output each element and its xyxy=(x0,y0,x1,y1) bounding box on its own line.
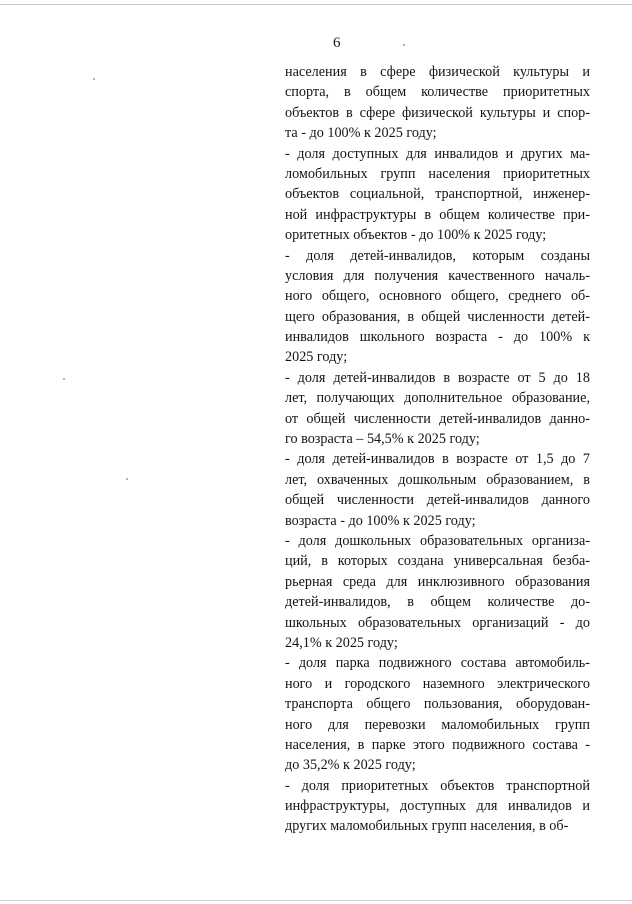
scan-speck xyxy=(126,478,128,480)
text-line: условия для получения качественного началь- xyxy=(285,267,590,284)
scan-speck xyxy=(93,78,95,80)
text-line: объектов социальной, транспортной, инженер- xyxy=(285,186,590,203)
text-line: ций, в которых создана универсальная безба- xyxy=(285,553,590,570)
text-line: до 35,2% к 2025 году; xyxy=(285,757,416,774)
text-line: от общей численности детей-инвалидов данно- xyxy=(285,410,590,427)
text-line: ной инфраструктуры в общем количестве при- xyxy=(285,206,590,223)
text-line: го возраста – 54,5% к 2025 году; xyxy=(285,431,480,448)
text-line: инфраструктуры, доступных для инвалидов и xyxy=(285,798,590,815)
text-line: школьных образовательных организаций - до xyxy=(285,614,590,631)
text-line: ного общего, основного общего, среднего об- xyxy=(285,288,590,305)
text-line: щего образования, в общей численности детей- xyxy=(285,308,590,325)
scan-speck xyxy=(63,378,65,380)
text-line: общей численности детей-инвалидов данного xyxy=(285,492,590,509)
text-line: инвалидов школьного возраста - до 100% к xyxy=(285,329,590,346)
paragraph xyxy=(285,144,590,246)
text-line: - доля детей-инвалидов в возрасте от 1,5 до 7 xyxy=(285,451,590,468)
scan-bottom-edge xyxy=(0,900,632,901)
page-number: 6 xyxy=(333,35,341,51)
text-line: лет, охваченных дошкольным образованием, в xyxy=(285,471,590,488)
text-line: - доля детей-инвалидов, которым созданы xyxy=(285,247,590,264)
text-line: - доля приоритетных объектов транспортной xyxy=(285,777,590,794)
text-line: та - до 100% к 2025 году; xyxy=(285,125,437,142)
text-line: - доля дошкольных образовательных организа- xyxy=(285,532,590,549)
text-line: - доля доступных для инвалидов и других ма- xyxy=(285,145,590,162)
text-line: ного для перевозки маломобильных групп xyxy=(285,716,590,733)
paragraph xyxy=(285,368,590,450)
text-line: населения в сфере физической культуры и xyxy=(285,64,590,80)
text-line: - доля детей-инвалидов в возрасте от 5 до 18 xyxy=(285,369,590,386)
text-line: - доля парка подвижного состава автомобиль- xyxy=(285,655,590,672)
text-line: спорта, в общем количестве приоритетных xyxy=(285,84,590,101)
document-body xyxy=(285,62,590,837)
text-line: транспорта общего пользования, оборудован- xyxy=(285,696,590,713)
paragraph xyxy=(285,449,590,531)
text-line: возраста - до 100% к 2025 году; xyxy=(285,512,476,529)
scan-top-edge xyxy=(0,4,632,5)
scan-speck xyxy=(403,44,405,46)
text-line: объектов в сфере физической культуры и спор- xyxy=(285,104,590,121)
paragraph xyxy=(285,776,590,837)
paragraph xyxy=(285,246,590,368)
text-line: рьерная среда для инклюзивного образования xyxy=(285,573,590,590)
text-line: населения, в парке этого подвижного состава - xyxy=(285,736,590,753)
text-line: 2025 году; xyxy=(285,349,348,366)
text-line: других маломобильных групп населения, в об- xyxy=(285,818,569,835)
paragraph xyxy=(285,531,590,653)
text-line: детей-инвалидов, в общем количестве до- xyxy=(285,594,590,611)
text-line: лет, получающих дополнительное образование, xyxy=(285,390,590,407)
text-line: ного и городского наземного электрического xyxy=(285,675,590,692)
text-line: 24,1% к 2025 году; xyxy=(285,634,398,651)
paragraph xyxy=(285,62,590,144)
text-line: оритетных объектов - до 100% к 2025 году; xyxy=(285,227,547,244)
paragraph xyxy=(285,653,590,775)
text-line: ломобильных групп населения приоритетных xyxy=(285,165,590,182)
